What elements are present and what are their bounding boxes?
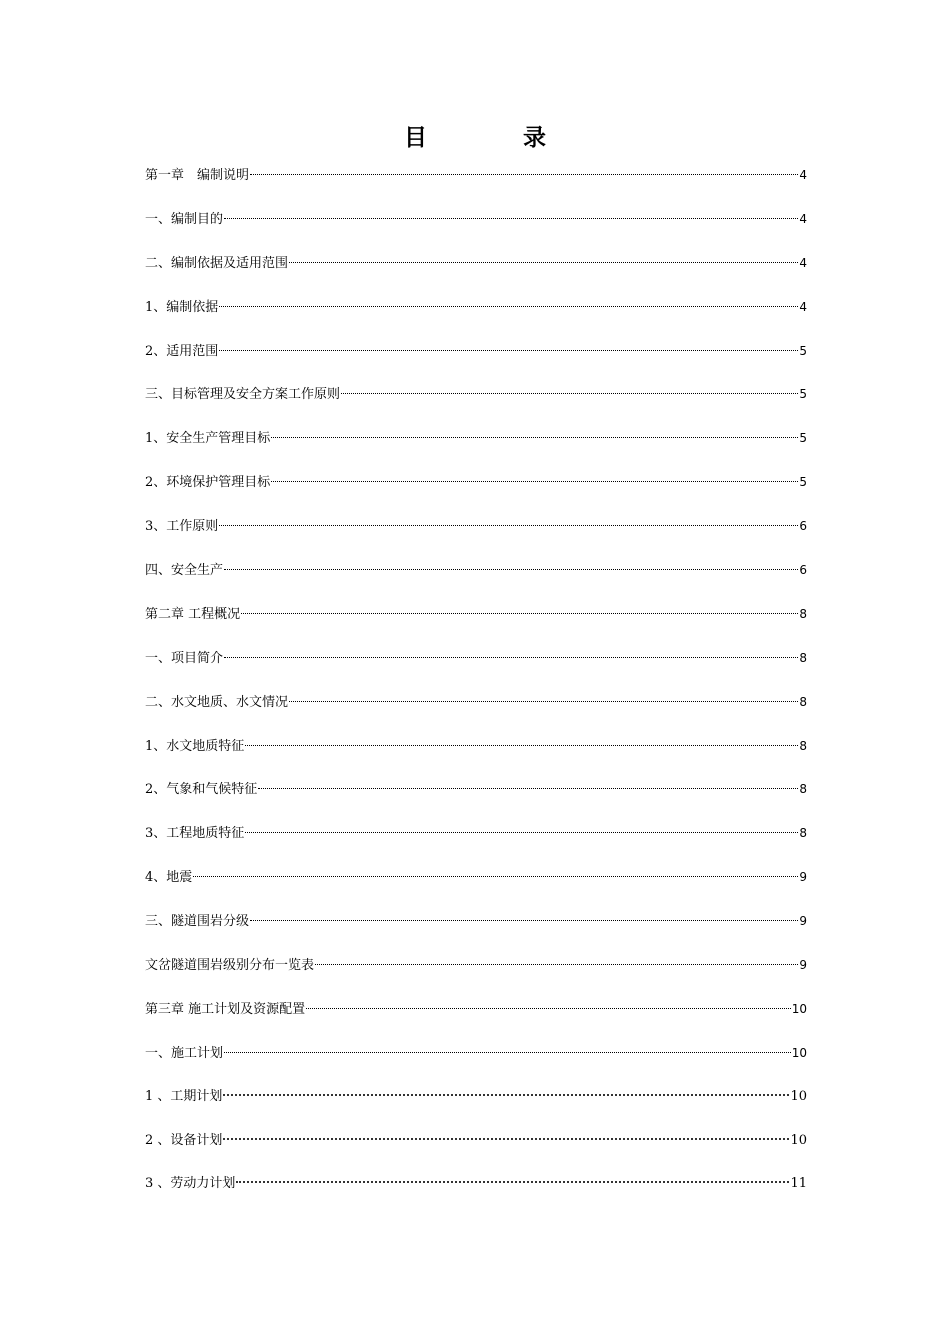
toc-leader-dots [193, 876, 798, 877]
toc-leader-dots [289, 262, 798, 263]
toc-entry[interactable] [145, 602, 807, 646]
toc-entry[interactable] [145, 1085, 807, 1129]
toc-entry-label: 2 、设备计划 [145, 1132, 223, 1148]
toc-entry-label: 二、编制依据及适用范围 [145, 255, 289, 271]
toc-entry-label: 3、工程地质特征 [145, 826, 245, 842]
toc-leader-dots [250, 920, 798, 921]
toc-entry-label: 2、气象和气候特征 [145, 782, 258, 798]
toc-entry-page-number: 9 [799, 914, 807, 929]
toc-entry[interactable] [145, 953, 807, 997]
toc-leader-dots [219, 350, 798, 351]
toc-entry-page-number: 9 [799, 958, 807, 973]
toc-entry-label: 二、水文地质、水文情况 [145, 694, 289, 710]
toc-entry-page-number: 10 [790, 1088, 807, 1104]
toc-entry-label: 一、项目简介 [145, 650, 224, 666]
toc-leader-dots [315, 964, 798, 965]
toc-entry-page-number: 5 [799, 475, 807, 490]
toc-entry-page-number: 8 [799, 650, 807, 665]
toc-leader-dots [245, 832, 798, 833]
toc-leader-dots [224, 657, 798, 658]
toc-entry-label: 四、安全生产 [145, 563, 224, 579]
toc-entry-label: 第一章 编制说明 [145, 168, 250, 183]
toc-entry[interactable] [145, 295, 807, 339]
toc-entry-page-number: 10 [791, 1045, 807, 1060]
toc-entry-page-number: 10 [790, 1132, 807, 1148]
toc-entry-label: 三、目标管理及安全方案工作原则 [145, 387, 341, 403]
toc-entry-page-number: 6 [799, 563, 807, 578]
toc-entry[interactable] [145, 382, 807, 426]
toc-entry-page-number: 5 [799, 343, 807, 358]
toc-leader-dots [306, 1008, 791, 1009]
toc-leader-dots [223, 1138, 789, 1140]
toc-leader-dots [224, 569, 798, 570]
toc-leader-dots [224, 218, 798, 219]
toc-leader-dots [219, 525, 798, 526]
toc-entry-page-number: 4 [799, 211, 807, 226]
toc-leader-dots [271, 437, 798, 438]
toc-entry[interactable] [145, 514, 807, 558]
toc-entry-page-number: 4 [799, 255, 807, 270]
toc-entry[interactable] [145, 734, 807, 778]
toc-entry-label: 一、施工计划 [145, 1045, 224, 1061]
toc-entry-label: 文岔隧道围岩级别分布一览表 [145, 958, 315, 974]
toc-entry-page-number: 11 [790, 1176, 807, 1192]
toc-entry[interactable] [145, 997, 807, 1041]
toc-leader-dots [236, 1181, 789, 1183]
toc-entry[interactable] [145, 1172, 807, 1216]
toc-entry-label: 第二章 工程概况 [145, 606, 241, 622]
toc-entry[interactable] [145, 339, 807, 383]
toc-entry-page-number: 8 [799, 738, 807, 753]
toc-entry-label: 三、隧道围岩分级 [145, 914, 250, 930]
toc-entry[interactable] [145, 646, 807, 690]
toc-entry[interactable] [145, 909, 807, 953]
toc-leader-dots [223, 1094, 789, 1096]
toc-entry-page-number: 4 [799, 168, 807, 182]
toc-entry[interactable] [145, 865, 807, 909]
toc-entry-label: 一、编制目的 [145, 211, 224, 227]
toc-entry-label: 1、水文地质特征 [145, 738, 245, 754]
toc-entry[interactable] [145, 1129, 807, 1173]
toc-entry-label: 4、地震 [145, 870, 193, 886]
toc-leader-dots [289, 701, 798, 702]
toc-entry-label: 3、工作原则 [145, 519, 219, 535]
toc-entry-label: 3 、劳动力计划 [145, 1176, 236, 1192]
toc-title: 目 录 [403, 125, 590, 151]
toc-entry-label: 2、环境保护管理目标 [145, 475, 271, 491]
toc-entry-label: 1 、工期计划 [145, 1088, 223, 1104]
toc-entry-page-number: 8 [799, 826, 807, 841]
toc-entry[interactable] [145, 470, 807, 514]
toc-entry[interactable] [145, 251, 807, 295]
toc-entry[interactable] [145, 207, 807, 251]
toc-entry-label: 2、适用范围 [145, 343, 219, 359]
toc-entry[interactable] [145, 777, 807, 821]
toc-leader-dots [241, 613, 798, 614]
toc-entry-label: 第三章 施工计划及资源配置 [145, 1001, 306, 1017]
toc-entry[interactable] [145, 1041, 807, 1085]
toc-entry-page-number: 6 [799, 519, 807, 534]
toc-leader-dots [341, 393, 798, 394]
toc-leader-dots [219, 306, 798, 307]
toc-leader-dots [271, 481, 798, 482]
toc-leader-dots [258, 788, 798, 789]
toc-entry-page-number: 5 [799, 431, 807, 446]
toc-entry-page-number: 10 [791, 1001, 807, 1016]
toc-entry-page-number: 8 [799, 606, 807, 621]
toc-entry[interactable] [145, 821, 807, 865]
toc-entry-page-number: 8 [799, 782, 807, 797]
toc-entry-page-number: 4 [799, 299, 807, 314]
toc-entry-label: 1、编制依据 [145, 299, 219, 315]
toc-entry[interactable] [145, 558, 807, 602]
table-of-contents [145, 163, 807, 1216]
toc-entry[interactable] [145, 163, 807, 207]
toc-entry-page-number: 5 [799, 387, 807, 402]
toc-leader-dots [245, 745, 798, 746]
toc-entry[interactable] [145, 690, 807, 734]
toc-leader-dots [250, 174, 798, 175]
toc-entry-label: 1、安全生产管理目标 [145, 431, 271, 447]
toc-leader-dots [224, 1052, 791, 1053]
toc-entry[interactable] [145, 426, 807, 470]
toc-entry-page-number: 8 [799, 694, 807, 709]
toc-entry-page-number: 9 [799, 870, 807, 885]
